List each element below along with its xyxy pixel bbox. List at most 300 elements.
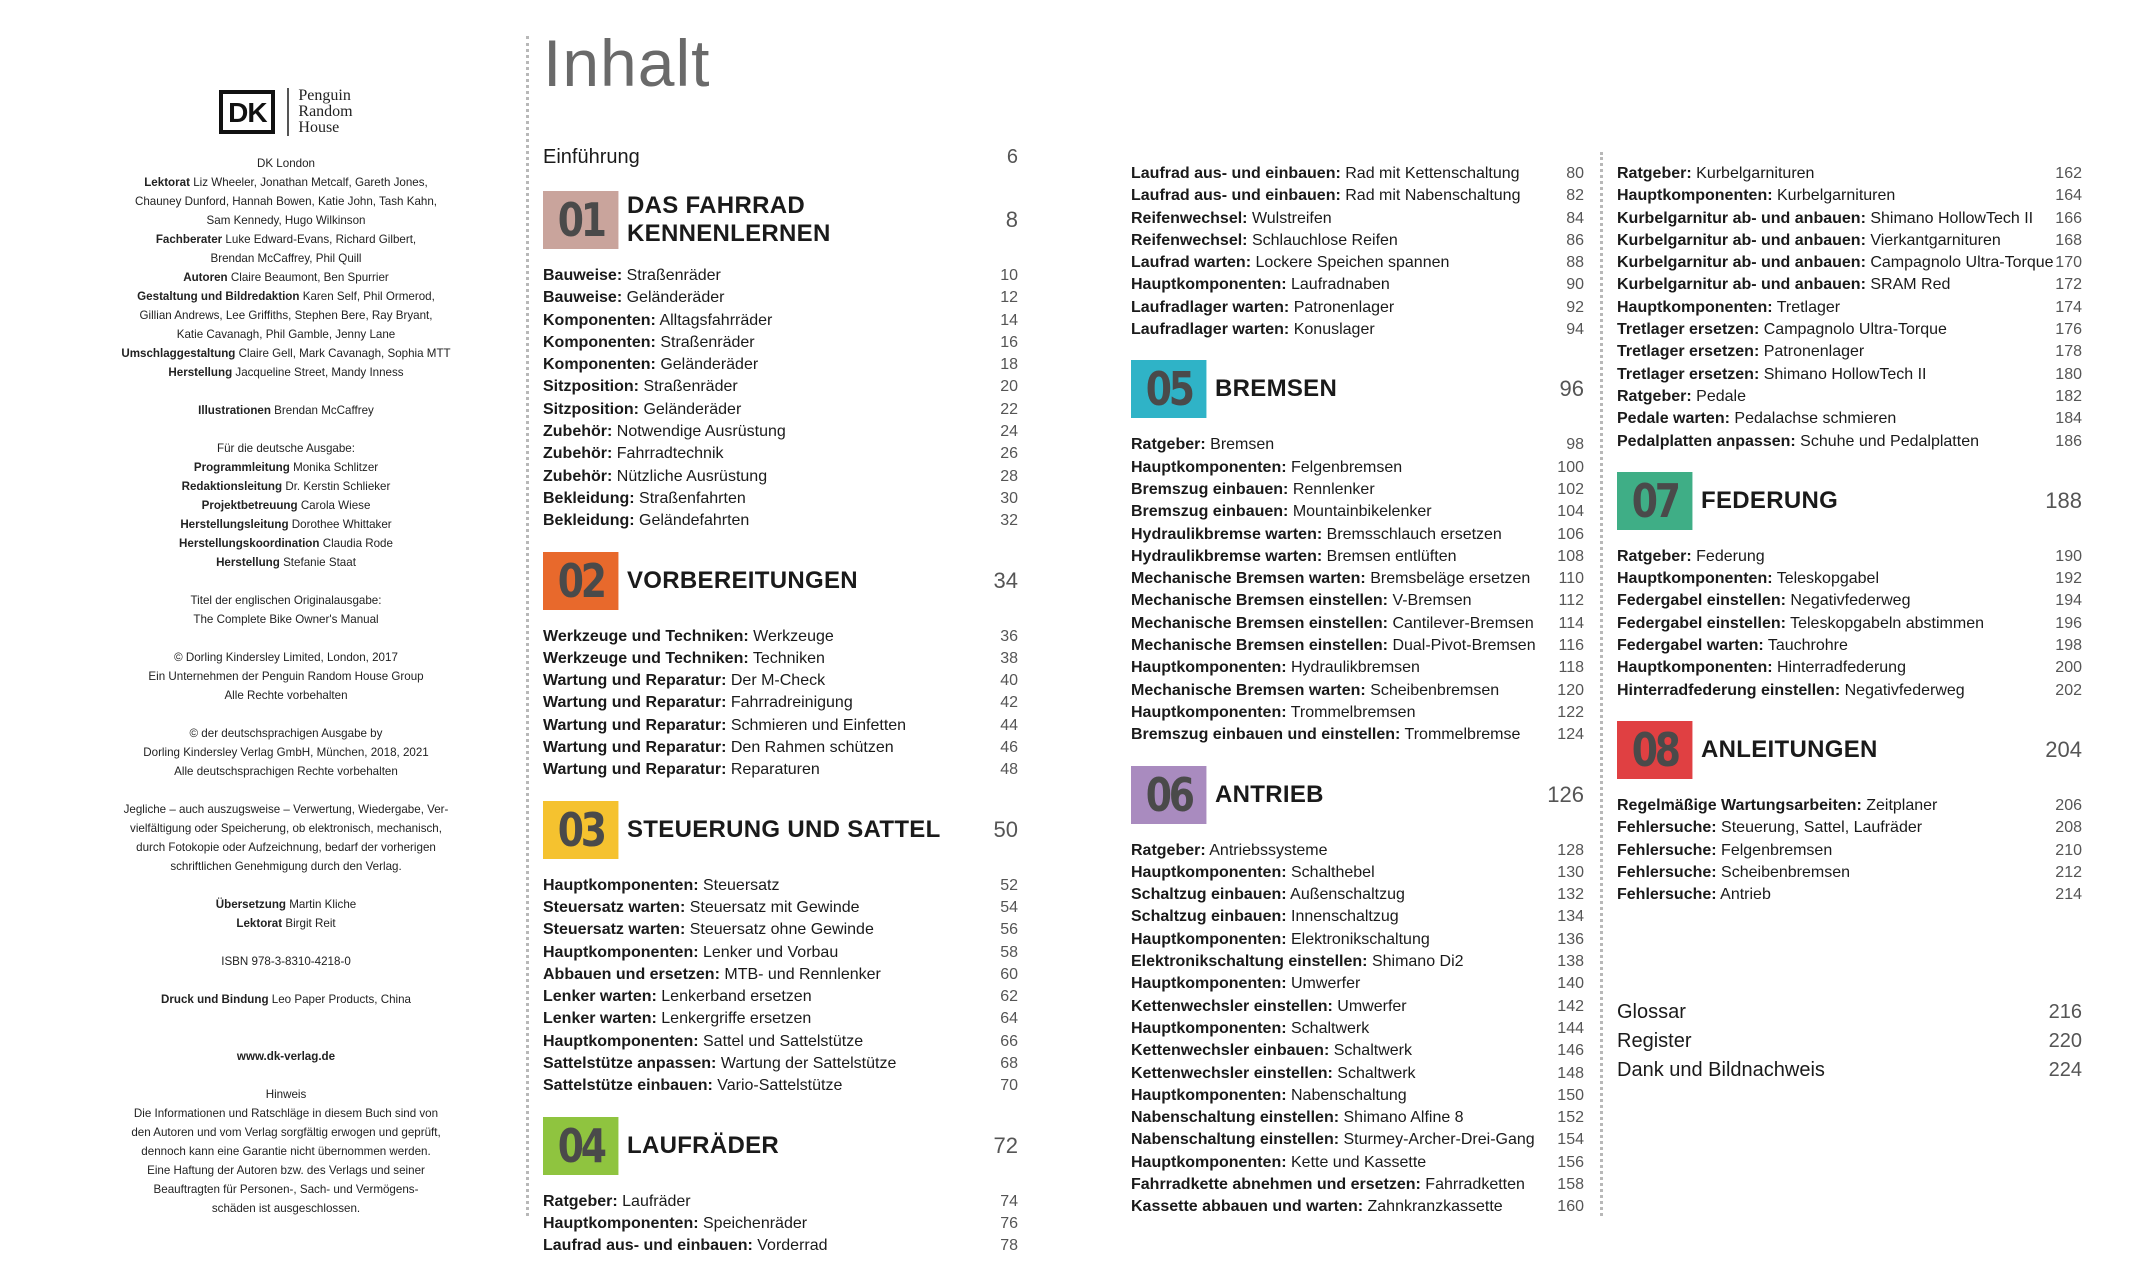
toc-entry-category: Lenker warten: bbox=[543, 988, 657, 1006]
chapter-page: 96 bbox=[1559, 376, 1584, 402]
imprint-line-text: Dorling Kindersley Verlag GmbH, München, 2018, 2021 bbox=[143, 746, 429, 759]
toc-entry[interactable] bbox=[543, 626, 1018, 648]
toc-entry-label bbox=[1131, 1040, 1412, 1062]
toc-entry-topic: Speichenräder bbox=[703, 1214, 808, 1232]
toc-entry[interactable] bbox=[1617, 884, 2082, 906]
toc-entry[interactable] bbox=[543, 1053, 1018, 1075]
toc-entry-label bbox=[1131, 434, 1274, 456]
imprint-line bbox=[96, 1199, 476, 1218]
imprint-spacer bbox=[96, 1028, 476, 1047]
toc-entry[interactable] bbox=[1617, 297, 2082, 319]
toc-entry-label bbox=[1617, 341, 1864, 363]
toc-entry-page: 54 bbox=[1000, 898, 1018, 916]
toc-entry-label bbox=[1617, 568, 1879, 590]
chapter-heading-08[interactable] bbox=[1617, 721, 2082, 779]
imprint-line bbox=[96, 648, 476, 667]
chapter-number-badge: 03 bbox=[543, 801, 618, 859]
toc-entry-topic: Trommelbremsen bbox=[1290, 703, 1416, 721]
toc-entry[interactable] bbox=[1131, 951, 1584, 973]
toc-entry[interactable] bbox=[543, 399, 1018, 421]
imprint-line-text: Brendan McCaffrey bbox=[274, 404, 374, 417]
toc-entry-label bbox=[543, 648, 825, 670]
chapter-title: FEDERUNG bbox=[1701, 486, 1839, 514]
toc-entry[interactable] bbox=[1617, 319, 2082, 341]
toc-entry[interactable] bbox=[1131, 434, 1584, 456]
imprint-line-text: Luke Edward-Evans, Richard Gilbert, bbox=[225, 233, 417, 246]
imprint-spacer bbox=[96, 1009, 476, 1028]
toc-entry[interactable] bbox=[1617, 590, 2082, 612]
toc-entry-label bbox=[1617, 208, 2033, 230]
toc-entry-topic: Bremsen entlüften bbox=[1326, 547, 1457, 565]
toc-entry[interactable] bbox=[1131, 657, 1584, 679]
toc-entry-label bbox=[543, 1031, 863, 1053]
toc-entry-topic: Campagnolo Ultra-Torque bbox=[1763, 321, 1947, 339]
imprint-line bbox=[96, 819, 476, 838]
toc-entry-topic: Pedalachse schmieren bbox=[1734, 410, 1897, 428]
toc-entry-topic: Lenkerband ersetzen bbox=[661, 988, 812, 1006]
imprint-line-text: Katie Cavanagh, Phil Gamble, Jenny Lane bbox=[176, 328, 396, 341]
toc-entry[interactable] bbox=[1617, 613, 2082, 635]
toc-entry[interactable] bbox=[543, 964, 1018, 986]
toc-entry[interactable] bbox=[1617, 657, 2082, 679]
toc-entry[interactable] bbox=[1131, 862, 1584, 884]
toc-entry-topic: MTB- und Rennlenker bbox=[724, 965, 881, 983]
toc-entry[interactable] bbox=[1131, 1085, 1584, 1107]
toc-entry[interactable] bbox=[1131, 724, 1584, 746]
toc-entry-label bbox=[543, 1235, 828, 1257]
toc-entry[interactable] bbox=[1131, 1196, 1584, 1218]
imprint-line-text: Liz Wheeler, Jonathan Metcalf, Gareth Jones, bbox=[193, 176, 428, 189]
toc-entry[interactable] bbox=[543, 759, 1018, 781]
toc-entry[interactable] bbox=[1131, 274, 1584, 296]
toc-entry[interactable] bbox=[1131, 297, 1584, 319]
toc-entry[interactable] bbox=[543, 488, 1018, 510]
toc-entry-topic: Pedale bbox=[1696, 387, 1746, 405]
imprint-line-text: Birgit Reit bbox=[285, 917, 336, 930]
imprint-line-label: Programmleitung bbox=[193, 461, 290, 474]
chapter-heading-07[interactable] bbox=[1617, 472, 2082, 530]
toc-entry-label bbox=[543, 421, 786, 443]
toc-entry-category: Sitzposition: bbox=[543, 400, 639, 418]
toc-entry[interactable] bbox=[543, 715, 1018, 737]
toc-entry-label bbox=[543, 942, 838, 964]
imprint-line bbox=[96, 287, 476, 306]
toc-entry-page: 32 bbox=[1000, 512, 1018, 530]
imprint-line-text: Gillian Andrews, Lee Griffiths, Stephen Bere, Ray Bryant, bbox=[139, 309, 433, 322]
toc-entry[interactable] bbox=[1131, 230, 1584, 252]
toc-entry-topic: Umwerfer bbox=[1291, 975, 1361, 993]
toc-entry-label bbox=[1131, 1196, 1503, 1218]
toc-entry[interactable] bbox=[1617, 230, 2082, 252]
toc-entry-topic: Bremsen bbox=[1210, 436, 1275, 454]
toc-entry-label bbox=[1131, 457, 1402, 479]
toc-column-2 bbox=[1131, 163, 1584, 1219]
toc-entry-category: Hinterradfederung einstellen: bbox=[1617, 681, 1841, 699]
chapter-heading-04[interactable] bbox=[543, 1117, 1018, 1175]
toc-entry-category: Laufrad aus- und einbauen: bbox=[543, 1237, 753, 1255]
imprint-line-label: Lektorat bbox=[144, 176, 190, 189]
toc-entry-topic: Felgenbremsen bbox=[1721, 841, 1833, 859]
toc-entry[interactable] bbox=[1617, 431, 2082, 453]
toc-entry-category: Fehlersuche: bbox=[1617, 886, 1717, 904]
toc-entry-topic: Felgenbremsen bbox=[1291, 458, 1403, 476]
toc-entry[interactable] bbox=[1131, 208, 1584, 230]
toc-entry-topic: Vierkantgarnituren bbox=[1870, 231, 2001, 249]
toc-entry[interactable] bbox=[1617, 408, 2082, 430]
toc-entry[interactable] bbox=[1131, 680, 1584, 702]
imprint-line-text: Claire Beaumont, Ben Spurrier bbox=[230, 271, 389, 284]
toc-entry[interactable] bbox=[1131, 635, 1584, 657]
toc-entry-page: 84 bbox=[1566, 209, 1584, 227]
toc-entry-label bbox=[1131, 568, 1530, 590]
toc-entry[interactable] bbox=[543, 265, 1018, 287]
toc-entry[interactable] bbox=[1131, 884, 1584, 906]
imprint-line bbox=[96, 800, 476, 819]
toc-entry[interactable] bbox=[1617, 817, 2082, 839]
toc-entry-topic: Cantilever-Bremsen bbox=[1392, 614, 1534, 632]
toc-entry-topic: Straßenräder bbox=[626, 267, 721, 284]
toc-entry[interactable] bbox=[1131, 1063, 1584, 1085]
imprint-spacer bbox=[96, 629, 476, 648]
chapter-heading-03[interactable] bbox=[543, 801, 1018, 859]
toc-entry[interactable] bbox=[1131, 501, 1584, 523]
toc-entry-category: Hauptkomponenten: bbox=[1131, 1086, 1287, 1104]
toc-entry-label bbox=[1131, 840, 1328, 862]
toc-entry-topic: Lenkergriffe ersetzen bbox=[661, 1010, 812, 1028]
toc-entry[interactable] bbox=[543, 1235, 1018, 1257]
imprint-column bbox=[96, 88, 476, 1218]
toc-entry-category: Ratgeber: bbox=[543, 1192, 618, 1210]
toc-entry-category: Hauptkomponenten: bbox=[1131, 930, 1287, 948]
toc-entry[interactable] bbox=[543, 737, 1018, 759]
toc-entry[interactable] bbox=[543, 332, 1018, 354]
toc-entry[interactable] bbox=[543, 1008, 1018, 1030]
toc-entry[interactable] bbox=[1131, 185, 1584, 207]
toc-entry-label bbox=[1617, 319, 1947, 341]
toc-entry-category: Laufradlager warten: bbox=[1131, 321, 1290, 339]
toc-entry-label bbox=[1617, 431, 1979, 453]
toc-entry-page: 164 bbox=[2055, 187, 2082, 205]
chapter-number-badge: 01 bbox=[543, 191, 618, 249]
toc-entry[interactable] bbox=[543, 1075, 1018, 1097]
toc-entry-topic: Negativfederweg bbox=[1844, 681, 1965, 699]
chapter-heading-05[interactable] bbox=[1131, 360, 1584, 418]
toc-entry-page: 92 bbox=[1566, 298, 1584, 316]
toc-entry-page: 100 bbox=[1557, 458, 1584, 476]
toc-entry-page: 120 bbox=[1557, 681, 1584, 699]
toc-entry[interactable] bbox=[1131, 319, 1584, 341]
imprint-line-text: Leo Paper Products, China bbox=[271, 993, 411, 1006]
imprint-line-label: www.dk-verlag.de bbox=[236, 1050, 336, 1063]
chapter-number-badge: 04 bbox=[543, 1117, 618, 1175]
imprint-line-text: schäden ist ausgeschlossen. bbox=[211, 1202, 361, 1215]
imprint-line-label: Autoren bbox=[183, 271, 228, 284]
imprint-line-text: Monika Schlitzer bbox=[293, 461, 379, 474]
toc-entry-page: 202 bbox=[2055, 681, 2082, 699]
imprint-line-text: Alle Rechte vorbehalten bbox=[224, 689, 348, 702]
toc-entry-label bbox=[1617, 364, 1926, 386]
toc-entry[interactable] bbox=[1131, 1018, 1584, 1040]
toc-entry-category: Laufrad aus- und einbauen: bbox=[1131, 165, 1341, 182]
toc-entry[interactable] bbox=[1131, 546, 1584, 568]
imprint-line-text: Die Informationen und Ratschläge in diesem Buch sind von bbox=[133, 1107, 439, 1120]
toc-entry-category: Zubehör: bbox=[543, 467, 613, 485]
toc-entry-label bbox=[543, 897, 860, 919]
toc-entry-topic: Shimano HollowTech II bbox=[1763, 365, 1927, 383]
toc-entry[interactable] bbox=[1131, 568, 1584, 590]
toc-entry[interactable] bbox=[1131, 973, 1584, 995]
toc-entry-page: 114 bbox=[1558, 614, 1584, 632]
toc-entry[interactable] bbox=[1131, 996, 1584, 1018]
toc-entry-label bbox=[543, 626, 834, 648]
imprint-line-text: Claire Gell, Mark Cavanagh, Sophia MTT bbox=[238, 347, 451, 360]
toc-entry[interactable] bbox=[1131, 457, 1584, 479]
toc-entry[interactable] bbox=[543, 897, 1018, 919]
toc-entry-page: 104 bbox=[1557, 503, 1584, 521]
toc-entry[interactable] bbox=[543, 287, 1018, 309]
toc-entry-label bbox=[1131, 546, 1457, 568]
toc-entry-label bbox=[1131, 1129, 1535, 1151]
toc-entry-topic: Reparaturen bbox=[730, 761, 820, 779]
toc-entry[interactable] bbox=[543, 875, 1018, 897]
toc-entry-page: 60 bbox=[1000, 965, 1018, 983]
toc-entry[interactable] bbox=[1131, 1129, 1584, 1151]
imprint-line-label: Gestaltung und Bildredaktion bbox=[137, 290, 300, 303]
toc-entry[interactable] bbox=[1131, 524, 1584, 546]
toc-entry[interactable] bbox=[543, 354, 1018, 376]
toc-entry[interactable] bbox=[1131, 702, 1584, 724]
toc-entry[interactable] bbox=[1131, 1107, 1584, 1129]
toc-entry[interactable] bbox=[1617, 840, 2082, 862]
toc-appendix-entry[interactable] bbox=[1617, 998, 2082, 1027]
chapter-number-badge: 05 bbox=[1131, 360, 1206, 418]
toc-entry-page: 106 bbox=[1557, 525, 1584, 543]
imprint-line bbox=[96, 306, 476, 325]
toc-entry-page: 76 bbox=[1000, 1214, 1018, 1232]
toc-entry-category: Schaltzug einbauen: bbox=[1131, 908, 1287, 926]
toc-entry[interactable] bbox=[1617, 208, 2082, 230]
toc-entry-label bbox=[543, 919, 874, 941]
chapter-heading-02[interactable] bbox=[543, 552, 1018, 610]
toc-entry-page: 14 bbox=[1000, 311, 1018, 329]
toc-entry-topic: Campagnolo Ultra-Torque bbox=[1870, 254, 2054, 272]
chapter-number-badge: 06 bbox=[1131, 766, 1206, 824]
toc-entry-page: 140 bbox=[1557, 975, 1584, 993]
toc-entry[interactable] bbox=[1617, 862, 2082, 884]
toc-entry[interactable] bbox=[1617, 364, 2082, 386]
toc-entry[interactable] bbox=[1131, 1152, 1584, 1174]
imprint-line bbox=[96, 325, 476, 344]
toc-entry[interactable] bbox=[543, 1191, 1018, 1213]
toc-entry-topic: Tauchrohre bbox=[1767, 637, 1848, 655]
imprint-line-text: Dorothee Whittaker bbox=[291, 518, 392, 531]
imprint-spacer bbox=[96, 876, 476, 895]
chapter-page: 8 bbox=[1005, 207, 1018, 232]
toc-entry-category: Hauptkomponenten: bbox=[543, 876, 699, 894]
imprint-line-label: Herstellungsleitung bbox=[180, 518, 289, 531]
toc-entry[interactable] bbox=[543, 510, 1018, 532]
toc-entry[interactable] bbox=[1131, 929, 1584, 951]
toc-entry-category: Hauptkomponenten: bbox=[1617, 298, 1773, 316]
imprint-line bbox=[96, 914, 476, 933]
toc-entry-label bbox=[1131, 680, 1499, 702]
toc-entry[interactable] bbox=[1617, 680, 2082, 702]
toc-entry-category: Wartung und Reparatur: bbox=[543, 694, 727, 712]
toc-entry-category: Ratgeber: bbox=[1131, 841, 1206, 859]
toc-entry-topic: Wulstreifen bbox=[1251, 209, 1332, 227]
toc-entry-topic: V-Bremsen bbox=[1392, 592, 1472, 610]
toc-entry-label bbox=[1617, 884, 1771, 906]
toc-entry-category: Mechanische Bremsen einstellen: bbox=[1131, 592, 1388, 610]
toc-entry[interactable] bbox=[1131, 906, 1584, 928]
toc-appendix-entry[interactable] bbox=[1617, 1056, 2082, 1085]
toc-entry-page: 112 bbox=[1558, 592, 1584, 610]
toc-entry[interactable] bbox=[1131, 1040, 1584, 1062]
toc-entry-label bbox=[543, 376, 738, 398]
toc-entry-topic: Shimano HollowTech II bbox=[1870, 209, 2034, 227]
chapter-number-badge: 08 bbox=[1617, 721, 1692, 779]
toc-entry-category: Regelmäßige Wartungsarbeiten: bbox=[1617, 796, 1862, 814]
toc-appendix-entry[interactable] bbox=[1617, 1027, 2082, 1056]
toc-entry[interactable] bbox=[543, 376, 1018, 398]
toc-entry[interactable] bbox=[543, 942, 1018, 964]
toc-entry-page: 42 bbox=[1000, 694, 1018, 712]
toc-entry[interactable] bbox=[543, 466, 1018, 488]
toc-entry[interactable] bbox=[1617, 341, 2082, 363]
toc-entry-category: Hauptkomponenten: bbox=[543, 1214, 699, 1232]
toc-entry[interactable] bbox=[1131, 840, 1584, 862]
toc-intro-entry[interactable]: Einführung 6 bbox=[543, 146, 1018, 168]
toc-entry-topic: Patronenlager bbox=[1763, 343, 1865, 361]
toc-entry-category: Reifenwechsel: bbox=[1131, 231, 1248, 249]
toc-entry[interactable] bbox=[1617, 185, 2082, 207]
toc-entry[interactable] bbox=[543, 648, 1018, 670]
toc-entry-category: Fehlersuche: bbox=[1617, 841, 1717, 859]
toc-entry[interactable] bbox=[1617, 568, 2082, 590]
toc-entry[interactable] bbox=[543, 692, 1018, 714]
toc-entry[interactable] bbox=[543, 986, 1018, 1008]
toc-entry-category: Steuersatz warten: bbox=[543, 898, 686, 916]
appendix-label: Dank und Bildnachweis bbox=[1617, 1059, 1825, 1082]
imprint-line-label: Projektbetreuung bbox=[201, 499, 298, 512]
toc-entry-topic: Fahrradtechnik bbox=[616, 445, 724, 463]
toc-entry-category: Werkzeuge und Techniken: bbox=[543, 649, 749, 667]
toc-entry-topic: Elektronikschaltung bbox=[1291, 930, 1430, 948]
toc-entry-category: Ratgeber: bbox=[1617, 547, 1692, 565]
toc-entry-topic: Konuslager bbox=[1293, 321, 1375, 339]
toc-entry-label bbox=[543, 1075, 842, 1097]
toc-entry[interactable] bbox=[1617, 386, 2082, 408]
imprint-line bbox=[96, 401, 476, 420]
imprint-line bbox=[96, 515, 476, 534]
imprint-line-label: Druck und Bindung bbox=[160, 993, 269, 1006]
toc-entry-page: 156 bbox=[1557, 1153, 1584, 1171]
toc-entry-page: 162 bbox=[2055, 165, 2082, 182]
imprint-line bbox=[96, 534, 476, 553]
toc-entry-label bbox=[543, 986, 812, 1008]
toc-entry-topic: Geländeräder bbox=[626, 289, 725, 307]
chapter-heading-06[interactable] bbox=[1131, 766, 1584, 824]
toc-entry-page: 102 bbox=[1557, 480, 1584, 498]
toc-entry-label bbox=[543, 310, 772, 332]
toc-entry-label bbox=[543, 488, 746, 510]
toc-entry-category: Sattelstütze anpassen: bbox=[543, 1055, 717, 1073]
toc-entry-label bbox=[543, 1053, 896, 1075]
chapter-heading-01[interactable] bbox=[543, 191, 1018, 249]
imprint-line-text: © Dorling Kindersley Limited, London, 2017 bbox=[174, 651, 398, 664]
toc-entry-page: 70 bbox=[1000, 1077, 1018, 1095]
toc-entry[interactable] bbox=[1131, 1174, 1584, 1196]
toc-entry-label bbox=[1617, 795, 1937, 817]
toc-entry[interactable] bbox=[1617, 274, 2082, 296]
toc-entry-label bbox=[1131, 524, 1502, 546]
toc-entry-topic: Schuhe und Pedalplatten bbox=[1800, 432, 1979, 450]
toc-entry-label bbox=[1131, 884, 1405, 906]
toc-entry-label bbox=[1131, 906, 1399, 928]
imprint-line bbox=[96, 1047, 476, 1066]
toc-entry-topic: Vario-Sattelstütze bbox=[717, 1077, 843, 1095]
toc-entry-page: 124 bbox=[1557, 726, 1584, 744]
toc-entry-topic: Rennlenker bbox=[1292, 480, 1375, 498]
toc-entry-category: Tretlager ersetzen: bbox=[1617, 365, 1760, 383]
toc-entry[interactable] bbox=[543, 1031, 1018, 1053]
toc-entry-category: Komponenten: bbox=[543, 356, 656, 374]
toc-entry-label bbox=[543, 265, 721, 287]
toc-entry[interactable] bbox=[1131, 252, 1584, 274]
toc-entry-page: 24 bbox=[1000, 423, 1018, 441]
toc-entry-category: Laufrad warten: bbox=[1131, 254, 1252, 272]
toc-entry-page: 134 bbox=[1557, 908, 1584, 926]
toc-entry[interactable] bbox=[543, 443, 1018, 465]
toc-entry-topic: Teleskopgabeln abstimmen bbox=[1790, 614, 1984, 632]
imprint-line-text: Carola Wiese bbox=[300, 499, 371, 512]
toc-entry-topic: Steuersatz bbox=[703, 876, 780, 894]
toc-entry[interactable] bbox=[1617, 546, 2082, 568]
toc-entry[interactable] bbox=[543, 421, 1018, 443]
toc-entry[interactable] bbox=[543, 919, 1018, 941]
toc-entry[interactable] bbox=[1617, 163, 2082, 185]
chapter-title: VORBEREITUNGEN bbox=[627, 566, 858, 594]
toc-entry[interactable] bbox=[1131, 479, 1584, 501]
toc-entry-label bbox=[1617, 862, 1850, 884]
toc-entry[interactable] bbox=[1131, 613, 1584, 635]
toc-entry[interactable] bbox=[543, 1213, 1018, 1235]
toc-entry[interactable] bbox=[543, 310, 1018, 332]
imprint-spacer bbox=[96, 971, 476, 990]
toc-entry-category: Fahrradkette abnehmen und ersetzen: bbox=[1131, 1175, 1421, 1193]
toc-entry-category: Hauptkomponenten: bbox=[1617, 187, 1773, 205]
toc-entry[interactable] bbox=[1617, 252, 2082, 274]
toc-entry[interactable] bbox=[1131, 163, 1584, 185]
toc-entry[interactable] bbox=[543, 670, 1018, 692]
toc-entry[interactable] bbox=[1617, 635, 2082, 657]
toc-entry-label bbox=[1131, 163, 1520, 185]
toc-entry-page: 98 bbox=[1566, 436, 1584, 454]
toc-entry[interactable] bbox=[1617, 795, 2082, 817]
toc-entry-page: 178 bbox=[2055, 343, 2082, 361]
toc-entry-label bbox=[1131, 862, 1375, 884]
toc-entry-label bbox=[1131, 185, 1520, 207]
toc-entry-category: Hauptkomponenten: bbox=[1131, 276, 1287, 294]
imprint-spacer bbox=[96, 1066, 476, 1085]
toc-entry-page: 132 bbox=[1557, 886, 1584, 904]
toc-entry-topic: Hydraulikbremsen bbox=[1291, 659, 1420, 677]
toc-entry-label bbox=[543, 1213, 807, 1235]
chapter-page: 34 bbox=[993, 567, 1018, 593]
imprint-line bbox=[96, 1180, 476, 1199]
toc-entry-page: 48 bbox=[1000, 761, 1018, 779]
toc-entry[interactable] bbox=[1131, 590, 1584, 612]
